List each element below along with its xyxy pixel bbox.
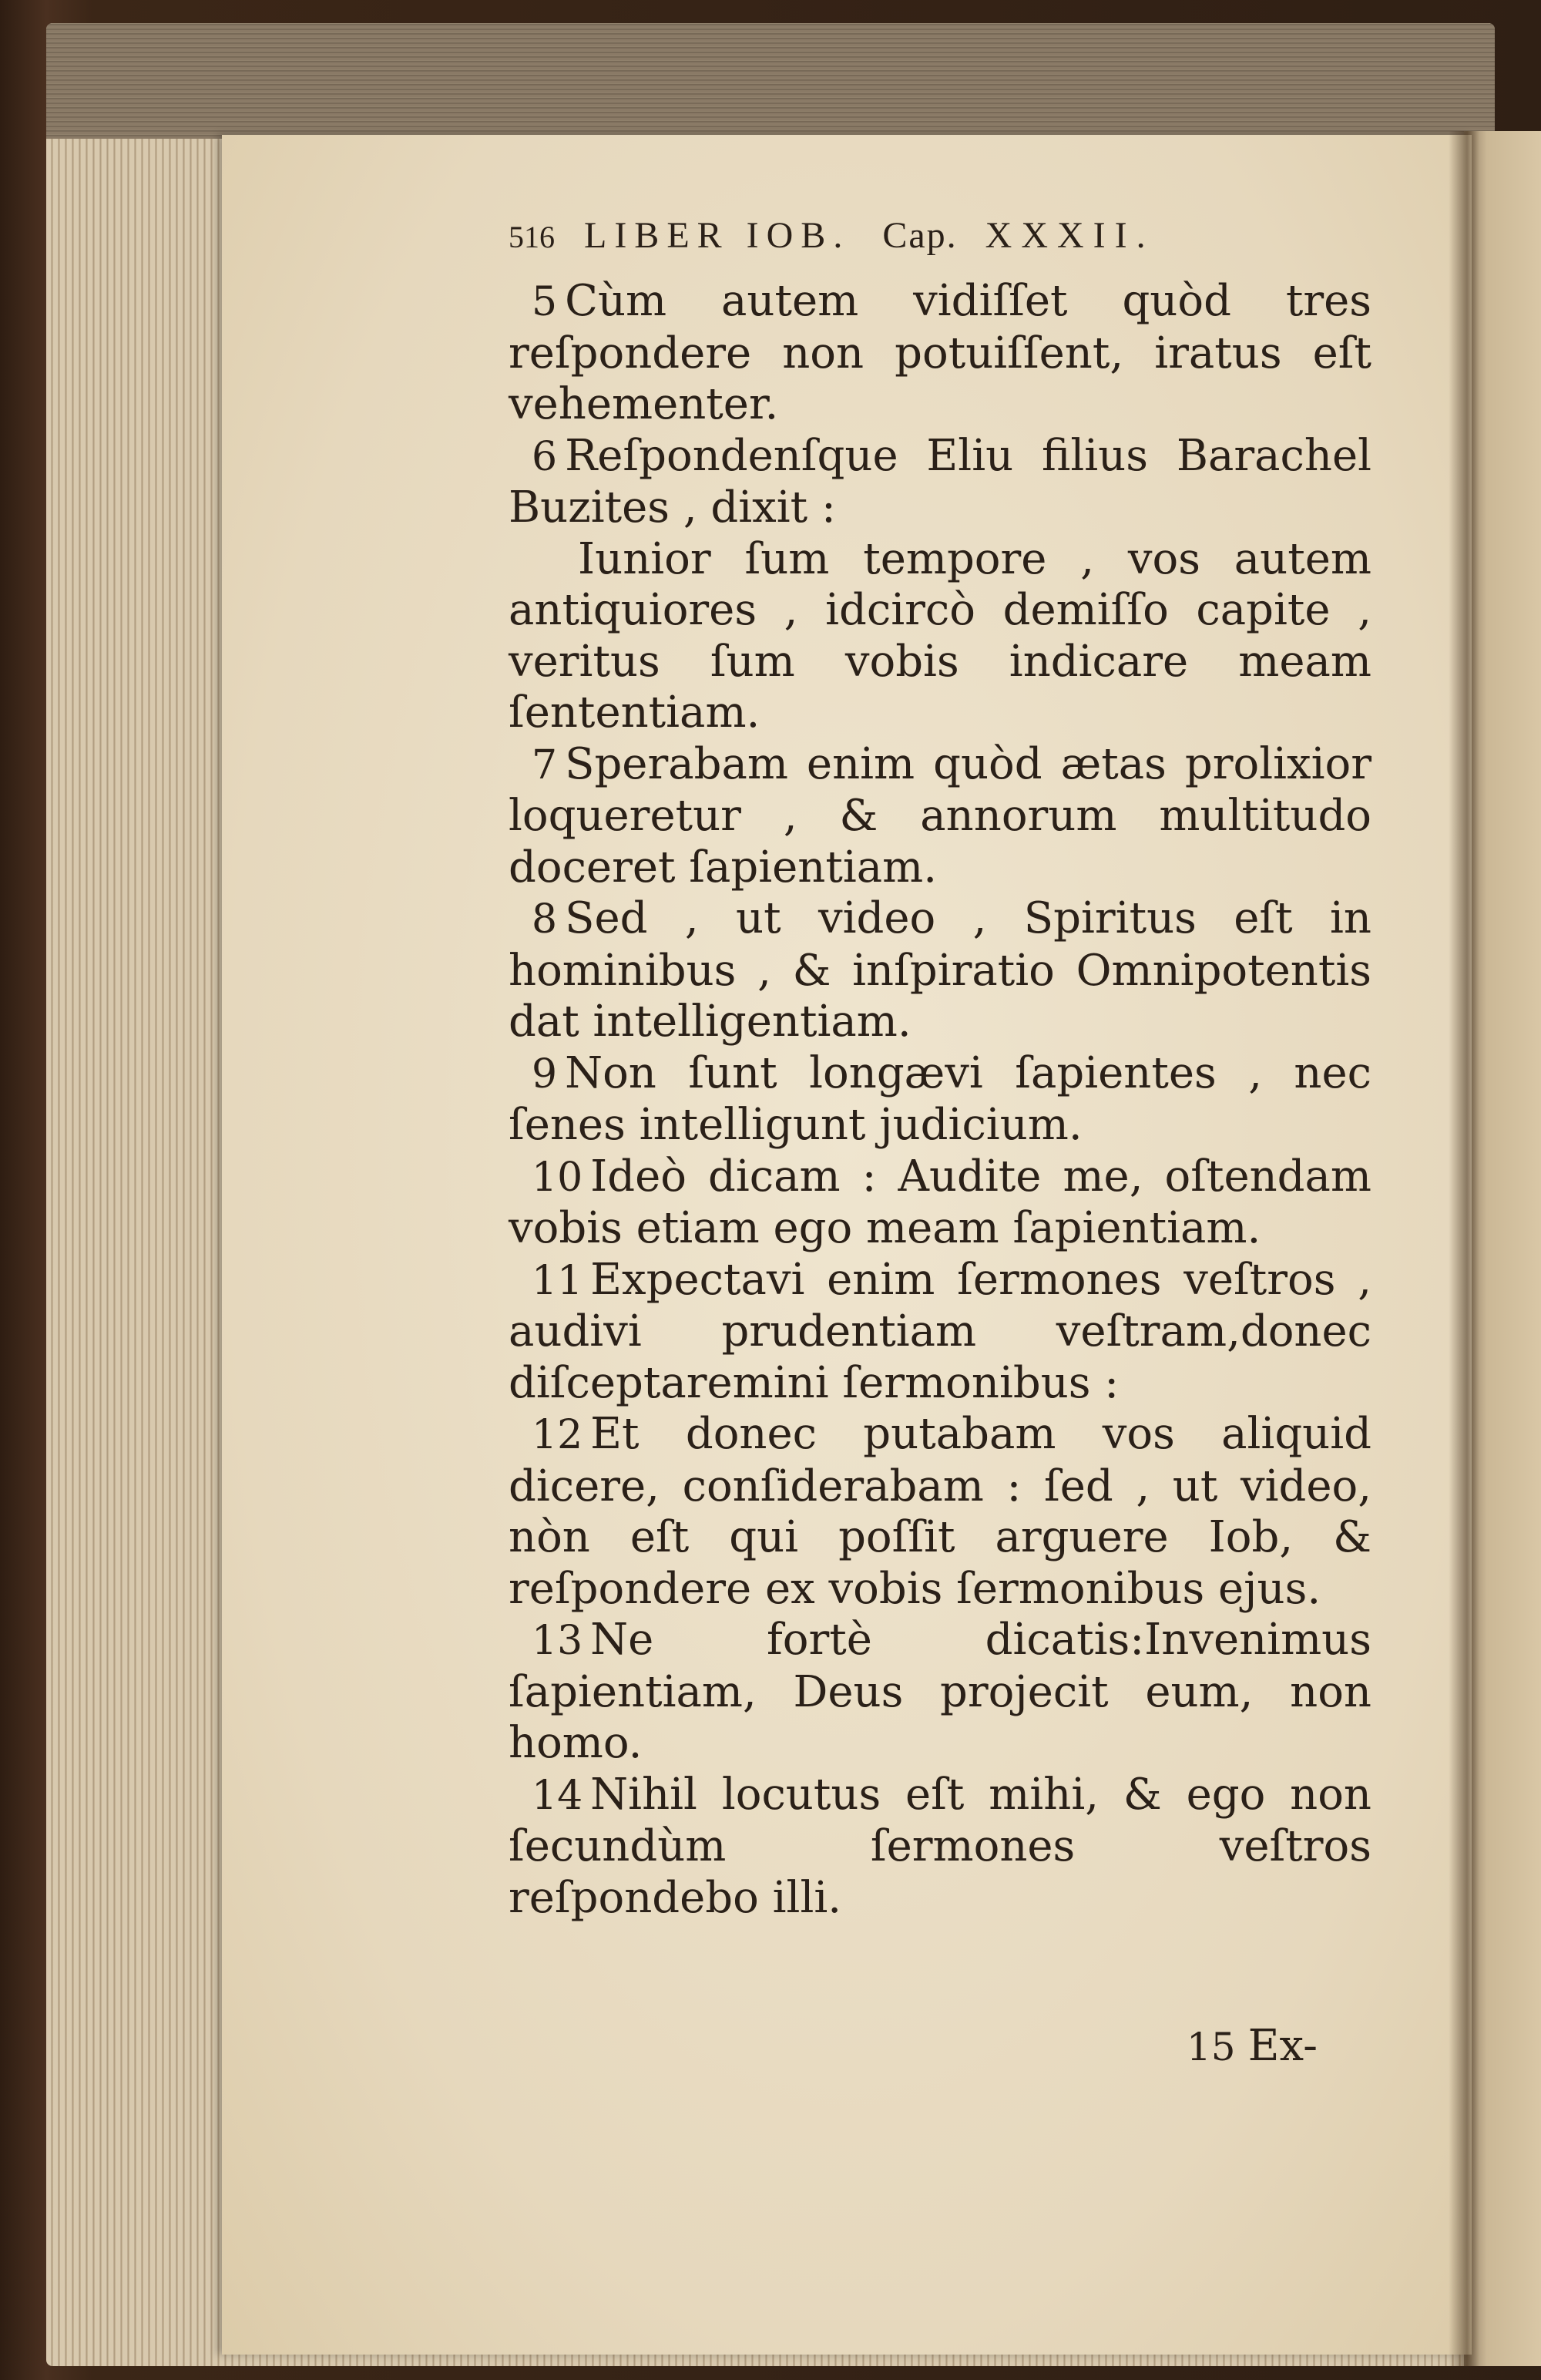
catchword-text: Ex-	[1247, 2021, 1318, 2071]
verse-text: Ne fortè dicatis:Invenimus ſapientiam, Deus projecit eum, non homo.	[509, 1615, 1371, 1768]
verse	[509, 1615, 1371, 1770]
verse-number: 10	[532, 1154, 583, 1201]
catchword	[1187, 2021, 1318, 2071]
verse-text: Et donec putabam vos aliquid dicere, conſiderabam : ſed , ut video, nòn eſt qui poſſit arguere Iob, & reſpondere ex vobis ſermonibus ejus.	[509, 1409, 1371, 1614]
verse	[509, 739, 1371, 894]
book-title: LIBER IOB.	[584, 215, 851, 256]
verse-text: Sed , ut video , Spiritus eſt in hominibus , & inſpiratio Omnipotentis dat intelligentiam.	[509, 893, 1371, 1047]
verse-text: Ideò dicam : Audite me, oſtendam vobis etiam ego meam ſapientiam.	[509, 1151, 1371, 1253]
page-text	[509, 276, 1371, 1924]
verse-number: 6	[532, 433, 558, 480]
verse-number: 14	[532, 1772, 583, 1819]
page-stack-top	[46, 23, 1495, 139]
verse-number: 8	[532, 896, 558, 943]
verse	[509, 1048, 1371, 1151]
verse-text: Cùm autem vidiſſet quòd tres reſpondere non potuiſſent, iratus eſt vehementer.	[509, 276, 1371, 429]
verse-number: 12	[532, 1412, 583, 1458]
verse-number: 13	[532, 1618, 583, 1664]
verse-text: Iunior ſum tempore , vos autem antiquiores , idcircò demiſſo capite , veritus ſum vobis indicare meam ſententiam.	[509, 533, 1371, 738]
chapter-label: Cap.	[882, 215, 958, 256]
verse-number: 7	[532, 741, 558, 788]
running-header	[509, 214, 1341, 257]
verse	[509, 1770, 1371, 1925]
verse-text: Reſpondenſque Eliu filius Barachel Buzites , dixit :	[509, 430, 1371, 533]
verse-text: Nihil locutus eſt mihi, & ego non ſecundùm ſermones veſtros reſpondebo illi.	[509, 1769, 1371, 1923]
verse-number: 9	[532, 1050, 558, 1098]
verse	[509, 431, 1371, 534]
verse	[509, 1255, 1371, 1410]
verse-text: Non ſunt longævi ſapientes , nec ſenes intelligunt judicium.	[509, 1047, 1371, 1150]
verse	[509, 534, 1371, 739]
verse-number: 5	[532, 279, 558, 325]
verse-number: 11	[532, 1257, 583, 1304]
catchword-number: 15	[1187, 2025, 1236, 2069]
book-gutter	[1449, 131, 1479, 2366]
chapter-number: XXXII.	[985, 215, 1155, 256]
verse-text: Sperabam enim quòd ætas prolixior loqueretur , & annorum multitudo doceret ſapientiam.	[509, 738, 1371, 892]
verse	[509, 276, 1371, 431]
verse	[509, 1151, 1371, 1255]
verse	[509, 893, 1371, 1048]
verse	[509, 1409, 1371, 1615]
verse-text: Expectavi enim ſermones veſtros , audivi prudentiam veſtram,donec diſceptaremini ſermonibus :	[509, 1254, 1371, 1408]
page-number: 516	[509, 220, 555, 254]
